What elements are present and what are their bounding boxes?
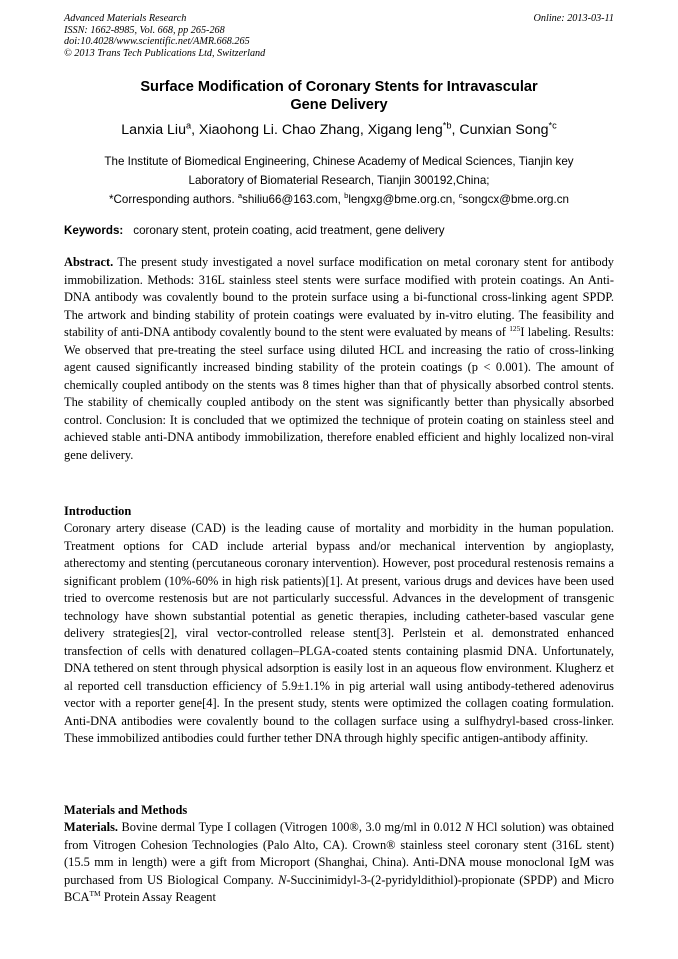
title-line-1: Surface Modification of Coronary Stents for Intravascular <box>140 79 538 95</box>
email-link[interactable]: lengxg@bme.org.cn, <box>348 193 459 206</box>
keywords-line <box>64 224 445 238</box>
author-names: , Xiaohong Li. Chao Zhang, Xigang leng <box>191 122 443 138</box>
introduction-paragraph: Coronary artery disease (CAD) is the leading cause of mortality and morbidity in the human population. Treatment options for CAD include arterial bypass and/or mechanical intervention by angioplasty, atherectomy and stenting (percutaneous coronary intervention). However, post procedural restenosis remains a significant problem (10%-60% in high risk patients)[1]. At present, various drugs and devices have been used tried to overcome restenosis but are not particularly successful. Advances in the development of transgenic technology have shown substantial potential as genetic therapies, including catheter-based vascular gene delivery strategies[2], viral vector-controlled release stent[3]. Perlstein et al. demonstrated enhanced transfection of cells with denatured collagen–PLGA-coated stents containing plasmid DNA. Unfortunately, DNA tethered on stent through physical adsorption is easily lost in an aqueous flow environment. Klugherz et al reported cell transduction efficiency of 5.9±1.1% in pig arterial wall using antibody-tethered adenovirus vector with a reporter gene[4]. In the present study, stents were optimized the collagen coating formulation. Anti-DNA antibodies were covalently bound to the collagen surface using a sulfhydryl-based cross-linker. These immobilized antibodies could further tether DNA through highly specific antigen-antibody affinity. <box>64 521 614 745</box>
abstract-text: I labeling. Results: We observed that pre-treating the steel surface using diluted HCL and increasing the ratio of cross-linking agent caused significantly increased binding stability of the protein coatings (p < 0.001). The amount of chemically coupled antibody on the stents was 8 times higher than that of physically absorbed control stents. The stability of chemically coupled antibody on the stent was significantly better than physically absorbed control. Conclusion: It is concluded that we optimized the technique of protein coating on stainless steel and achieved stable anti-DNA antibody immobilization, therefore enabled efficient and highly localized non-viral gene delivery. <box>64 325 615 462</box>
author-name: Lanxia Liu <box>121 122 186 138</box>
author-superscript: *b <box>442 120 452 131</box>
copyright-line: © 2013 Trans Tech Publications Ltd, Switzerland <box>64 47 266 59</box>
materials-label: Materials. <box>64 820 119 834</box>
affiliation-line-2: Laboratory of Biomaterial Research, Tianjin 300192,China; <box>188 174 490 187</box>
abstract-paragraph <box>64 254 614 464</box>
methods-text: Bovine dermal Type I collagen (Vitrogen 100®, 3.0 mg/ml in 0.012 <box>118 820 465 834</box>
italic-n: N <box>464 820 474 834</box>
author-superscript: a <box>185 120 192 131</box>
abstract-text: The present study investigated a novel surface modification on metal coronary stent for antibody immobilization. Methods: 316L stainless steel stents were surface modified with protein coatings. An Anti-DNA antibody was covalently bound to the protein surface using a bi-functional cross-linking agent SPDP. The artwork and binding stability of protein coatings were evaluated by in-vitro eluting. The feasibility and stability of anti-DNA antibody covalently bound to the stent were evaluated by means of <box>64 255 614 339</box>
methods-heading: Materials and Methods <box>64 803 188 817</box>
trademark-superscript: TM <box>89 888 101 898</box>
methods-text: HCl solution) was obtained from Vitrogen Cohesion Technologies (Palo Alto, CA). Crown® stainless steel coronary stent (316L stent) (15.5 mm in length) were a gift from Microport (Shanghai, China). Anti-DNA mouse monoclonal IgM was purchased from US Biological Company. <box>64 820 614 887</box>
keywords-label: Keywords: <box>64 224 124 237</box>
title-line-2: Gene Delivery <box>290 96 388 113</box>
journal-header <box>64 13 265 59</box>
journal-name: Advanced Materials Research <box>64 13 187 24</box>
email-link[interactable]: songcx@bme.org.cn <box>462 193 569 206</box>
author-list <box>64 121 614 139</box>
corresponding-authors <box>60 190 618 209</box>
methods-text: Protein Assay Reagent <box>100 890 216 904</box>
italic-n: N <box>278 872 287 887</box>
email-superscript: b <box>344 191 349 201</box>
keywords-text: coronary stent, protein coating, acid treatment, gene delivery <box>133 224 445 237</box>
author-superscript: *c <box>548 120 557 131</box>
doi-line: doi:10.4028/www.scientific.net/AMR.668.265 <box>64 36 250 48</box>
author-name: , Cunxian Song <box>451 122 549 138</box>
methods-text: -Succinimidyl-3-(2-pyridyldithiol)-propionate (SPDP) and Micro BCA <box>64 872 614 904</box>
affiliation-line-1: The Institute of Biomedical Engineering, Chinese Academy of Medical Sciences, Tianjin key <box>104 155 574 168</box>
introduction-heading: Introduction <box>64 504 132 518</box>
abstract-label: Abstract. <box>64 255 114 269</box>
email-superscript: a <box>237 191 243 201</box>
issn-line: ISSN: 1662-8985, Vol. 668, pp 265-268 <box>64 24 225 36</box>
email-link[interactable]: shiliu66@163.com, <box>242 193 345 206</box>
methods-paragraph <box>64 819 614 907</box>
affiliation-block <box>60 152 618 209</box>
corresponding-label: *Corresponding authors. <box>109 193 238 206</box>
paper-title <box>64 79 614 114</box>
isotope-superscript: 125 <box>509 323 521 333</box>
online-date: Online: 2013-03-11 <box>533 13 614 24</box>
email-superscript: c <box>458 191 463 201</box>
